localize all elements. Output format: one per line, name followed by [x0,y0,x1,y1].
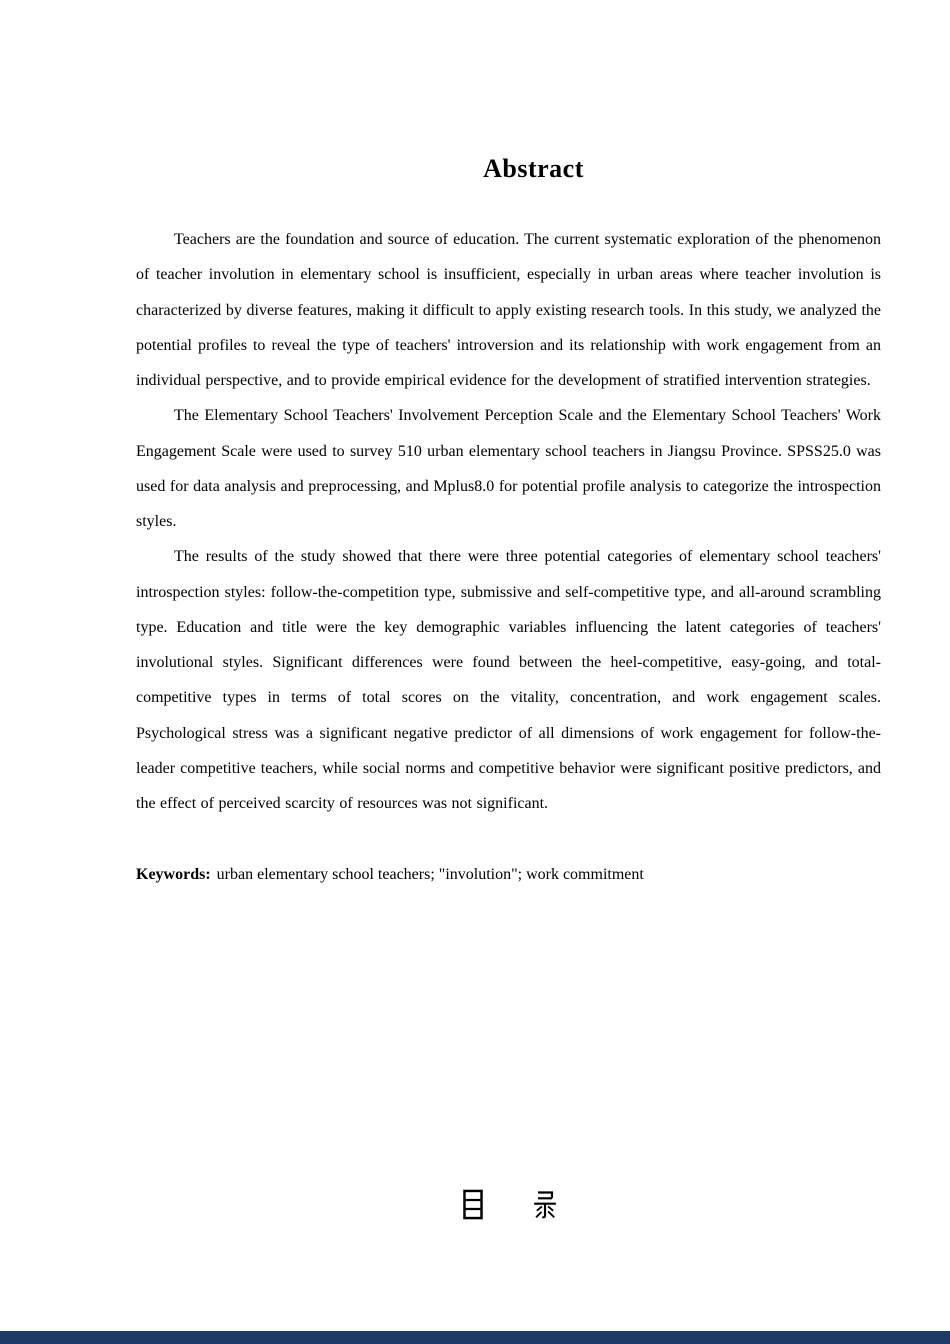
toc-title [136,1189,881,1220]
keywords-label: Keywords: [136,866,211,884]
keywords-text: urban elementary school teachers; "involution"; work commitment [216,866,644,884]
keywords-line [136,857,881,892]
abstract-paragraph-1: Teachers are the foundation and source of education. The current systematic exploration of the phenomenon of teacher involution in elementary school is insufficient, especially in urban areas where teacher involution is characterized by diverse features, making it difficult to apply existing research tools. In this study, we analyzed the potential profiles to reveal the type of teachers' introversion and its relationship with work engagement from an individual perspective, and to provide empirical evidence for the development of stratified intervention strategies. [136,231,881,389]
toc-char-mu-glyph [460,1189,486,1220]
abstract-paragraph-2: The Elementary School Teachers' Involvement Perception Scale and the Elementary School Teachers' Work Engagement Scale were used to survey 510 urban elementary school teachers in Jiangsu Province. SPSS25.0 was used for data analysis and preprocessing, and Mplus8.0 for potential profile analysis to categorize the introspection styles. [136,407,881,530]
page-bottom-bar [0,1331,950,1344]
abstract-paragraph-3: The results of the study showed that there were three potential categories of elementary school teachers' introspection styles: follow-the-competition type, submissive and self-competitive type, and all-around scrambling type. Education and title were the key demographic variables influencing the latent categories of teachers' involutional styles. Significant differences were found between the heel-competitive, easy-going, and total-competitive types in terms of total scores on the vitality, concentration, and work engagement scales. Psychological stress was a significant negative predictor of all dimensions of work engagement for follow-the-leader competitive teachers, while social norms and competitive behavior were significant positive predictors, and the effect of perceived scarcity of resources was not significant. [136,548,881,812]
abstract-section [136,0,881,893]
toc-title-text [508,1204,509,1205]
toc-char-lu-glyph [532,1189,558,1220]
abstract-body [136,222,881,821]
abstract-title: Abstract [483,154,584,183]
